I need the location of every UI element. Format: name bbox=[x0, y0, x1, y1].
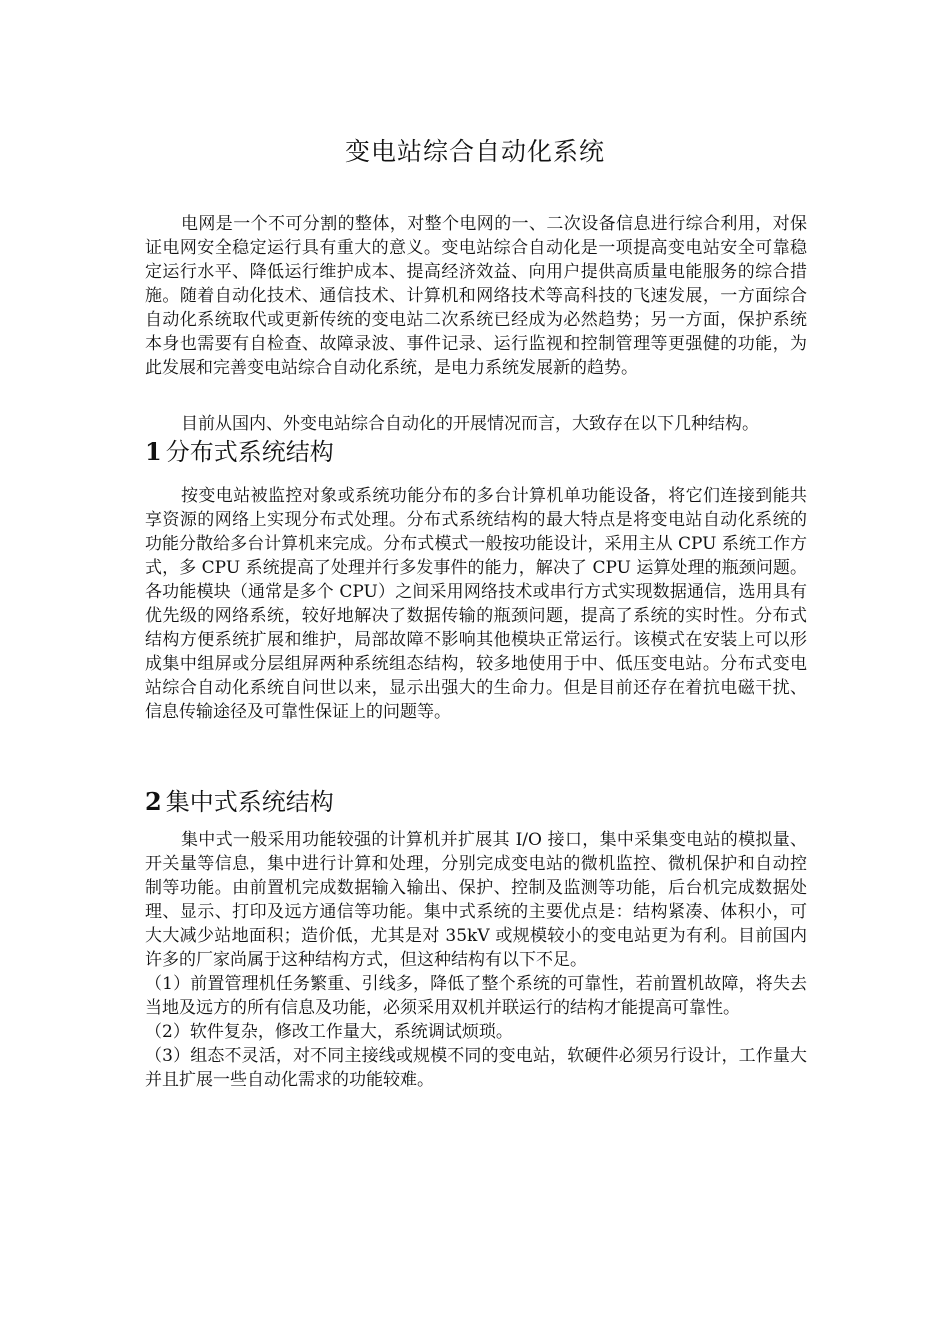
section-2-heading bbox=[145, 786, 807, 818]
section-1-heading bbox=[145, 436, 807, 468]
section-2-list-item: （1）前置管理机任务繁重、引线多，降低了整个系统的可靠性，若前置机故障，将失去当地及远方的所有信息及功能，必须采用双机并联运行的结构才能提高可靠性。 bbox=[145, 974, 807, 1018]
section-2-list-item: （3）组态不灵活，对不同主接线或规模不同的变电站，软硬件必须另行设计，工作量大并且扩展一些自动化需求的功能较难。 bbox=[145, 1046, 807, 1090]
section-1-body bbox=[145, 484, 807, 724]
section-2-title: 集中式系统结构 bbox=[165, 788, 334, 816]
section-2-number: 2 bbox=[145, 787, 162, 816]
intro-paragraph-2 bbox=[145, 412, 807, 436]
intro-text-1: 电网是一个不可分割的整体，对整个电网的一、二次设备信息进行综合利用，对保证电网安全稳定运行具有重大的意义。变电站综合自动化是一项提高变电站安全可靠稳定运行水平、降低运行维护成本、提高经济效益、向用户提供高质量电能服务的综合措施。随着自动化技术、通信技术、计算机和网络技术等高科技的飞速发展，一方面综合自动化系统取代或更新传统的变电站二次系统已经成为必然趋势；另一方面，保护系统本身也需要有自检查、故障录波、事件记录、运行监视和控制管理等更强健的功能，为此发展和完善变电站综合自动化系统，是电力系统发展新的趋势。 bbox=[145, 214, 807, 378]
section-1-title: 分布式系统结构 bbox=[165, 438, 334, 466]
section-1-paragraph: 按变电站被监控对象或系统功能分布的多台计算机单功能设备，将它们连接到能共享资源的网络上实现分布式处理。分布式系统结构的最大特点是将变电站自动化系统的功能分散给多台计算机来完成。分布式模式一般按功能设计，采用主从 CPU 系统工作方式，多 CPU 系统提高了处理并行多发事件的能力，解决了 CPU 运算处理的瓶颈问题。各功能模块（通常是多个 CPU）之间采用网络技术或串行方式实现数据通信，选用具有优先级的网络系统，较好地解决了数据传输的瓶颈问题，提高了系统的实时性。分布式结构方便系统扩展和维护，局部故障不影响其他模块正常运行。该模式在安装上可以形成集中组屏或分层组屏两种系统组态结构，较多地使用于中、低压变电站。分布式变电站综合自动化系统自问世以来，显示出强大的生命力。但是目前还存在着抗电磁干扰、信息传输途径及可靠性保证上的问题等。 bbox=[145, 486, 807, 722]
section-2-list-item: （2）软件复杂，修改工作量大，系统调试烦琐。 bbox=[145, 1022, 513, 1042]
section-2-body bbox=[145, 828, 807, 1092]
section-1-number: 1 bbox=[145, 437, 162, 466]
section-2-paragraph: 集中式一般采用功能较强的计算机并扩展其 I/O 接口，集中采集变电站的模拟量、开关量等信息，集中进行计算和处理，分别完成变电站的微机监控、微机保护和自动控制等功能。由前置机完成数据输入输出、保护、控制及监测等功能，后台机完成数据处理、显示、打印及远方通信等功能。集中式系统的主要优点是：结构紧凑、体积小，可大大减少站地面积；造价低，尤其是对 35kV 或规模较小的变电站更为有利。目前国内许多的厂家尚属于这种结构方式，但这种结构有以下不足。 bbox=[145, 830, 807, 970]
intro-text-2: 目前从国内、外变电站综合自动化的开展情况而言，大致存在以下几种结构。 bbox=[181, 414, 759, 434]
intro-paragraph-1 bbox=[145, 212, 807, 380]
document-title: 变电站综合自动化系统 bbox=[344, 137, 605, 166]
